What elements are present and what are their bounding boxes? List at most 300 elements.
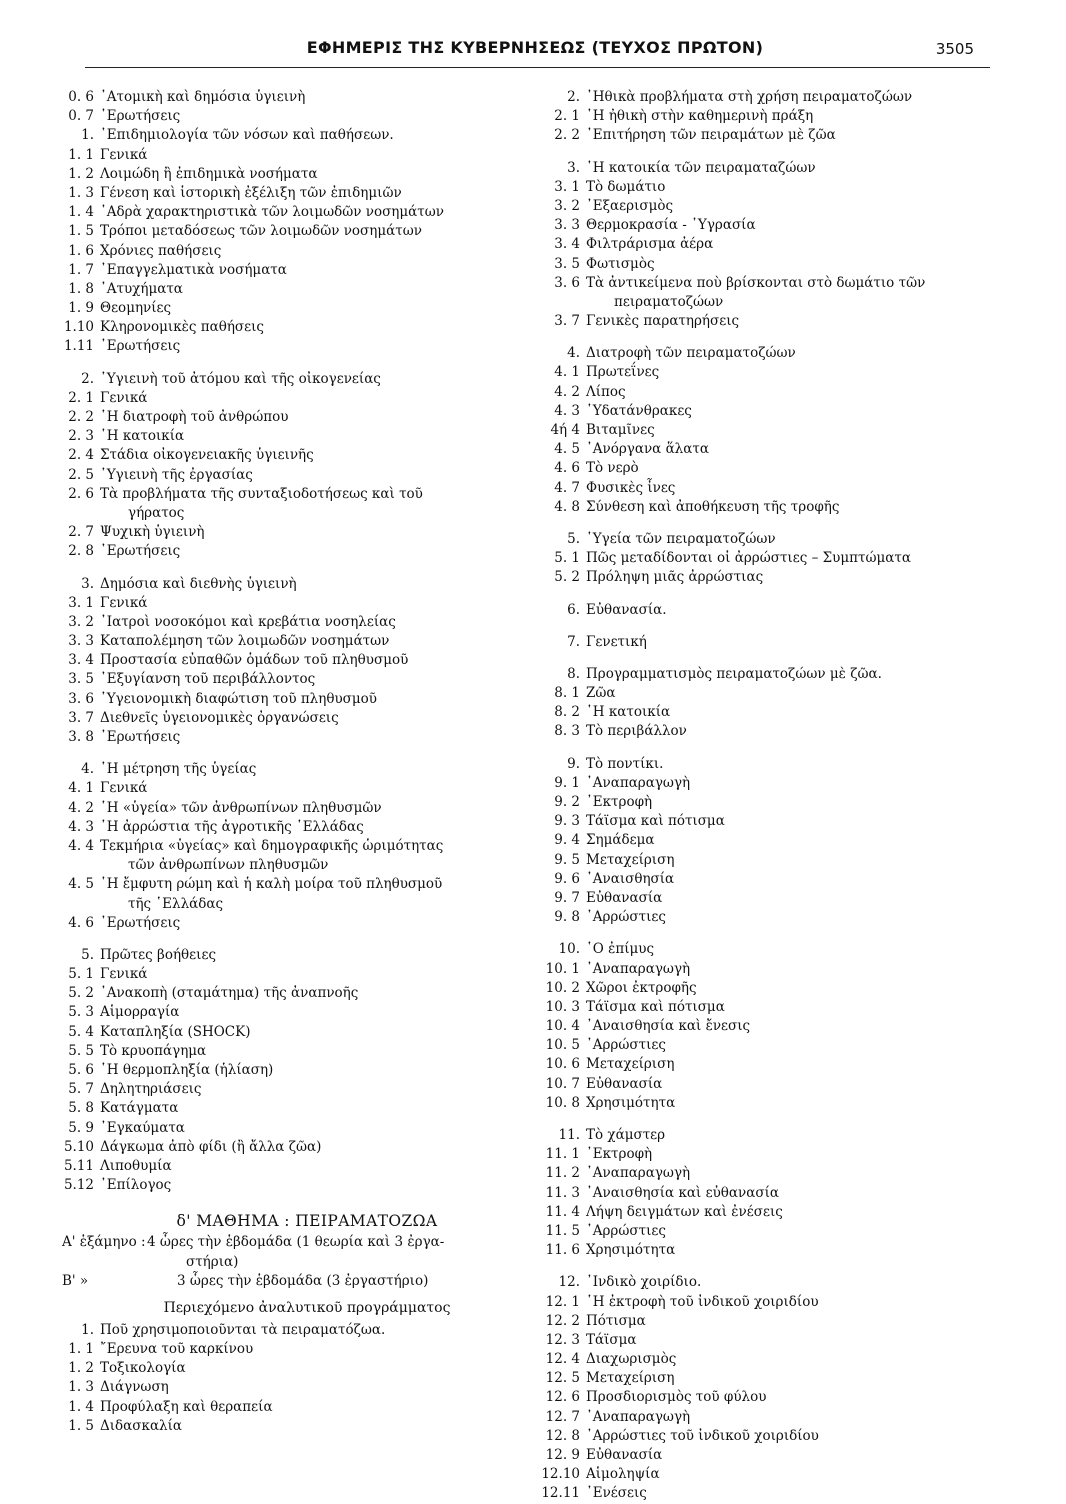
outline-item xyxy=(540,88,990,107)
outline-item-text: ᾿Επαγγελματικὰ νοσήματα xyxy=(100,261,287,278)
outline-item-text: Ψυχικὴ ὑγιεινὴ xyxy=(100,524,205,541)
outline-item xyxy=(62,318,552,337)
outline-item xyxy=(540,908,990,927)
outline-item-number: 3. 6 xyxy=(68,690,94,707)
outline-item-number: 9. 4 xyxy=(554,832,580,849)
outline-item-number: 10. 1 xyxy=(545,960,580,977)
outline-item-number: 1. 8 xyxy=(68,280,94,297)
outline-item-text: Διαχωρισμὸς xyxy=(586,1351,677,1368)
outline-item xyxy=(540,216,990,235)
outline-item-number: 9. 5 xyxy=(554,851,580,868)
outline-item-number: 1. 3 xyxy=(68,1379,94,1396)
outline-item-text: Τρόποι μεταδόσεως τῶν λοιμωδῶν νοσημάτων xyxy=(100,223,422,240)
outline-item-number: 5. 1 xyxy=(554,550,580,567)
outline-item-text: ᾿Ερωτήσεις xyxy=(100,914,181,931)
outline-item xyxy=(62,632,552,651)
outline-item xyxy=(540,197,990,216)
outline-item xyxy=(540,383,990,402)
outline-item-text: ᾿Επιτήρηση τῶν πειραμάτων μὲ ζῶα xyxy=(586,127,836,144)
outline-item-text: ᾿Ενέσεις xyxy=(586,1485,647,1502)
outline-item-number: 10. 8 xyxy=(545,1094,580,1111)
program-title: Περιεχόμενο ἀναλυτικοῦ προγράμματος xyxy=(163,1299,451,1316)
outline-item-text: Στάδια οἰκογενειακῆς ὑγιεινῆς xyxy=(100,447,314,464)
outline-item-number: 10. 3 xyxy=(545,998,580,1015)
outline-item-text: Αἱμορραγία xyxy=(100,1004,180,1021)
outline-item-number: 4. 4 xyxy=(68,837,94,854)
outline-item xyxy=(540,1293,990,1312)
outline-item-number: 2. 7 xyxy=(68,524,94,541)
outline-item-text: ῾Η ἔμφυτη ρώμη καὶ ἡ καλὴ μοίρα τοῦ πληθυσμοῦ xyxy=(100,876,443,893)
outline-item xyxy=(62,88,552,107)
outline-item xyxy=(540,940,990,959)
outline-item-number: 2. xyxy=(81,370,94,387)
outline-item-text: Βιταμῖνες xyxy=(586,422,655,438)
outline-item-number: 8. 2 xyxy=(554,704,580,721)
outline-item xyxy=(540,851,990,870)
outline-item-text: Τοξικολογία xyxy=(100,1360,186,1377)
outline-item-number: 12. 8 xyxy=(545,1427,580,1444)
outline-item xyxy=(62,146,552,165)
outline-item xyxy=(540,1465,990,1484)
outline-item-text: Αἱμοληψία xyxy=(586,1466,660,1483)
outline-item-text: ῾Υγιεινὴ τοῦ ἀτόμου καὶ τῆς οἰκογενείας xyxy=(100,370,381,387)
outline-item-text: Μεταχείριση xyxy=(586,851,675,868)
outline-item-text: ᾿Εκτροφὴ xyxy=(586,1146,653,1163)
outline-item-number: 4. 8 xyxy=(554,498,580,515)
outline-item xyxy=(540,979,990,998)
outline-item-number: 3. 6 xyxy=(554,274,580,291)
outline-item-text: Λήψη δειγμάτων καὶ ἐνέσεις xyxy=(586,1203,783,1220)
outline-item-number: 4. xyxy=(81,761,94,778)
outline-item-text: Ζῶα xyxy=(586,685,616,702)
outline-item-text: Γενικά xyxy=(100,146,148,163)
outline-item-text: Τὸ ποντίκι. xyxy=(586,755,664,772)
outline-item-number: 5. 5 xyxy=(68,1042,94,1059)
outline-item-number: 2. 8 xyxy=(68,543,94,560)
outline-item-number: 12. 3 xyxy=(545,1331,580,1348)
outline-item-number: 1. 5 xyxy=(68,223,94,240)
outline-item xyxy=(540,1388,990,1407)
outline-item-number: 12. 1 xyxy=(545,1293,580,1310)
outline-item xyxy=(540,1350,990,1369)
outline-item-text: Γενικά xyxy=(100,389,148,406)
outline-item xyxy=(540,831,990,850)
outline-item-number: 10. xyxy=(558,941,580,958)
outline-item-number: 3. 3 xyxy=(554,217,580,234)
lesson-title: δ' ΜΑΘΗΜΑ : ΠΕΙΡΑΜΑΤΟΖΩΑ xyxy=(176,1212,438,1231)
outline-item-number: 5. 6 xyxy=(68,1062,94,1078)
outline-item-number: 10. 4 xyxy=(545,1018,580,1035)
outline-item-text: Χρησιμότητα xyxy=(586,1242,676,1259)
outline-item-number: 1. 5 xyxy=(68,1417,94,1434)
outline-item-number: 12. 7 xyxy=(545,1408,580,1425)
outline-item-text: Χρόνιες παθήσεις xyxy=(100,242,222,259)
outline-item xyxy=(62,408,552,427)
outline-item-text: ᾿Αναπαραγωγὴ xyxy=(586,1408,691,1425)
outline-item-number: 3. xyxy=(567,159,580,176)
outline-item-number: 3. 7 xyxy=(68,709,94,726)
outline-item-number: 5. 2 xyxy=(68,985,94,1002)
outline-item-number: 5.11 xyxy=(63,1157,94,1174)
outline-item-number: 1. 6 xyxy=(68,242,94,259)
outline-item-text: Διδασκαλία xyxy=(100,1417,183,1434)
outline-item xyxy=(62,914,552,933)
outline-item xyxy=(62,446,552,465)
outline-item xyxy=(540,459,990,478)
outline-item-number: 9. 3 xyxy=(554,813,580,830)
outline-item xyxy=(62,1023,552,1042)
outline-item-text: Πρωτεΐνες xyxy=(586,364,660,381)
outline-item-text: Σύνθεση καὶ ἀποθήκευση τῆς τροφῆς xyxy=(586,498,840,515)
outline-item-number: 5. 1 xyxy=(68,966,94,983)
outline-item-text: Μεταχείριση xyxy=(586,1370,675,1387)
outline-item-number: 1. 4 xyxy=(68,204,94,221)
outline-item-text: Τὰ ἀντικείμενα ποὺ βρίσκονται στὸ δωμάτιο τῶν xyxy=(586,274,926,291)
outline-item xyxy=(62,1176,552,1195)
outline-item-number: 11. 5 xyxy=(545,1222,580,1239)
outline-item-number: 1.11 xyxy=(63,338,94,355)
outline-item-number: 12. 5 xyxy=(545,1370,580,1387)
outline-item-text: ᾿Ηθικὰ προβλήματα στὴ χρήση πειραματοζώων xyxy=(586,89,913,105)
schedule-b-label: Β' » xyxy=(62,1272,89,1289)
outline-item-text: ᾿Αρρώστιες xyxy=(586,1222,666,1239)
outline-item-text: Γενικά xyxy=(100,594,148,611)
outline-item xyxy=(540,1427,990,1446)
outline-item-continuation xyxy=(62,856,552,875)
outline-item-number: 1.10 xyxy=(63,319,94,336)
outline-item-number: 5.12 xyxy=(63,1177,94,1194)
outline-item-text: Εὐθανασία xyxy=(586,1075,663,1092)
outline-item-number: 9. 6 xyxy=(554,870,580,887)
outline-item-number: 3. 2 xyxy=(554,197,580,214)
outline-item-number: 11. 3 xyxy=(545,1184,580,1201)
outline-item-number: 11. 2 xyxy=(545,1165,580,1182)
outline-item-number: 8. 3 xyxy=(554,723,580,740)
outline-item-number: 4. xyxy=(567,345,580,362)
outline-item-number: 4. 3 xyxy=(68,818,94,835)
outline-item-text: Διατροφὴ τῶν πειραματοζώων xyxy=(586,345,796,362)
outline-item-text: Φωτισμὸς xyxy=(586,255,655,272)
outline-item-number: 4. 5 xyxy=(554,441,580,458)
schedule-a-value: 4 ὧρες τὴν ἑβδομάδα (1 θεωρία καὶ 3 ἐργα- xyxy=(147,1234,445,1251)
outline-item-number: 9. xyxy=(567,755,580,772)
outline-item xyxy=(540,549,990,568)
outline-item xyxy=(62,651,552,670)
outline-item-number: 7. xyxy=(567,633,580,650)
outline-item-number: 2. 2 xyxy=(68,409,94,425)
outline-item-number: 4. 7 xyxy=(554,479,580,496)
outline-item xyxy=(540,684,990,703)
outline-item-text: ᾿Αναισθησία καὶ εὐθανασία xyxy=(586,1184,779,1201)
outline-item-text: ῾Υγεία τῶν πειραματοζώων xyxy=(586,530,776,547)
outline-item xyxy=(540,255,990,274)
outline-item xyxy=(540,159,990,178)
outline-item-text: τῆς ῾Ελλάδας xyxy=(128,895,224,912)
outline-item xyxy=(62,203,552,222)
right-outline-list xyxy=(540,88,990,1504)
outline-item xyxy=(540,722,990,741)
outline-item xyxy=(62,818,552,837)
outline-item xyxy=(62,1003,552,1022)
outline-item xyxy=(540,1369,990,1388)
outline-item-number: 12. xyxy=(558,1274,580,1291)
outline-item-text: Καταπολέμηση τῶν λοιμωδῶν νοσημάτων xyxy=(100,633,390,650)
outline-item-number: 4. 2 xyxy=(554,383,580,400)
outline-item-number: 9. 7 xyxy=(554,889,580,906)
outline-item-text: Τάϊσμα καὶ πότισμα xyxy=(586,998,725,1015)
outline-item xyxy=(540,126,990,145)
outline-item xyxy=(62,1099,552,1118)
outline-item-text: Προγραμματισμὸς πειραματοζώων μὲ ζῶα. xyxy=(586,665,882,682)
outline-item-text: Τὸ χάμστερ xyxy=(586,1127,666,1143)
outline-item xyxy=(540,1203,990,1222)
outline-item-text: Τάϊσμα xyxy=(586,1331,637,1348)
outline-item-text: Διεθνεῖς ὑγειονομικὲς ὀργανώσεις xyxy=(100,709,339,726)
outline-item-number: 1. xyxy=(81,1321,94,1338)
outline-item-text: ῾Υγειονομικὴ διαφώτιση τοῦ πληθυσμοῦ xyxy=(100,690,377,707)
outline-item-number: 4. 3 xyxy=(554,402,580,419)
lesson-outline-list xyxy=(62,1321,552,1436)
outline-item-text: ᾿Αδρὰ χαρακτηριστικὰ τῶν λοιμωδῶν νοσημάτων xyxy=(100,204,444,221)
outline-item xyxy=(62,280,552,299)
outline-item-number: 2. xyxy=(567,89,580,105)
outline-item xyxy=(62,261,552,280)
outline-item xyxy=(540,998,990,1017)
outline-item xyxy=(540,530,990,549)
outline-item xyxy=(62,613,552,632)
outline-item xyxy=(62,299,552,318)
outline-item-number: 2. 3 xyxy=(68,428,94,445)
outline-item-text: Τὸ δωμάτιο xyxy=(586,178,666,195)
schedule-b-value: 3 ὧρες τὴν ἑβδομάδα (3 ἐργαστήριο) xyxy=(177,1272,429,1289)
outline-item-text: ᾿Επίλογος xyxy=(100,1177,172,1194)
outline-item xyxy=(540,178,990,197)
outline-item-text: Γενικά xyxy=(100,966,148,983)
outline-item-text: ᾿Αναπαραγωγὴ xyxy=(586,1165,691,1182)
outline-item-number: 5. 2 xyxy=(554,569,580,586)
outline-item xyxy=(540,1126,990,1145)
outline-item-text: Λιποθυμία xyxy=(100,1157,172,1174)
outline-item xyxy=(540,755,990,774)
outline-item-number: 3. 1 xyxy=(554,178,580,195)
outline-item-number: 6. xyxy=(567,601,580,618)
outline-item-number: 5. xyxy=(567,530,580,547)
outline-item-text: Δημόσια καὶ διεθνὴς ὑγιεινὴ xyxy=(100,575,297,592)
outline-item-number: 1. 3 xyxy=(68,184,94,201)
outline-item-text: Τὸ νερὸ xyxy=(586,460,639,477)
outline-item-text: Πῶς μεταδίδονται οἱ ἀρρώστιες – Συμπτώματα xyxy=(586,550,911,567)
outline-item xyxy=(540,1312,990,1331)
outline-item-number: 12.10 xyxy=(541,1466,580,1483)
outline-item-number: 10. 7 xyxy=(545,1075,580,1092)
outline-item xyxy=(540,812,990,831)
outline-item-number: 1. 1 xyxy=(68,146,94,163)
outline-item-continuation xyxy=(540,293,990,312)
outline-item-number: 3. 4 xyxy=(68,652,94,669)
outline-item-number: 5. 3 xyxy=(68,1004,94,1021)
outline-item xyxy=(62,1157,552,1176)
outline-item-text: ᾿Ερωτήσεις xyxy=(100,729,181,745)
outline-item-text: ᾿Εξαερισμὸς xyxy=(586,197,674,214)
outline-item-text: Εὐθανασία. xyxy=(586,601,667,618)
outline-item-number: 4. 6 xyxy=(68,914,94,931)
outline-item xyxy=(540,1408,990,1427)
outline-item xyxy=(62,760,552,779)
header-rule xyxy=(85,67,990,68)
outline-item-text: Λίπος xyxy=(586,383,626,400)
outline-item-text: ῎Ερευνα τοῦ καρκίνου xyxy=(100,1341,254,1358)
outline-item-text: Χρησιμότητα xyxy=(586,1094,676,1111)
outline-item-number: 4. 6 xyxy=(554,460,580,477)
outline-item-number: 5. 7 xyxy=(68,1081,94,1098)
outline-item xyxy=(540,1094,990,1113)
outline-item-text: Διάγνωση xyxy=(100,1379,169,1396)
outline-item xyxy=(62,965,552,984)
outline-item xyxy=(62,837,552,856)
outline-item xyxy=(62,875,552,894)
outline-item xyxy=(540,107,990,126)
outline-item-text: ᾿Επιδημιολογία τῶν νόσων καὶ παθήσεων. xyxy=(100,127,394,144)
outline-item-text: ᾿Ανόργανα ἅλατα xyxy=(586,441,709,458)
outline-item-number: 9. 1 xyxy=(554,774,580,791)
outline-item-text: Προφύλαξη καὶ θεραπεία xyxy=(100,1398,273,1415)
outline-item xyxy=(540,601,990,620)
outline-item-number: 2. 1 xyxy=(554,108,580,125)
outline-item-number: 3. 5 xyxy=(68,671,94,688)
schedule-b xyxy=(62,1272,552,1291)
outline-item-number: 4ή 4 xyxy=(550,422,580,438)
outline-item-continuation xyxy=(62,504,552,523)
outline-item xyxy=(540,1017,990,1036)
outline-item-text: Ποῦ χρησιμοποιοῦνται τὰ πειραματόζωα. xyxy=(100,1321,386,1338)
right-column xyxy=(540,88,990,1504)
outline-item xyxy=(540,421,990,440)
outline-item xyxy=(62,799,552,818)
outline-item-text: ῾Η κατοικία τῶν πειραματαζώων xyxy=(586,159,816,176)
schedule-a-continuation: στήρια) xyxy=(186,1253,239,1270)
outline-item-number: 3. 2 xyxy=(68,613,94,630)
outline-item-number: 1. 1 xyxy=(68,1341,94,1358)
outline-item-text: Δηλητηριάσεις xyxy=(100,1081,202,1098)
outline-item xyxy=(540,793,990,812)
outline-item xyxy=(540,1036,990,1055)
outline-item xyxy=(540,440,990,459)
outline-item xyxy=(62,222,552,241)
outline-item xyxy=(540,960,990,979)
outline-item-text: Τεκμήρια «ὑγείας» καὶ δημογραφικῆς ὡριμότητας xyxy=(100,837,444,854)
outline-item xyxy=(62,466,552,485)
outline-item-text: ῾Η «ὑγεία» τῶν ἀνθρωπίνων πληθυσμῶν xyxy=(100,799,382,816)
outline-item-number: 2. 4 xyxy=(68,447,94,464)
outline-item-text: Πότισμα xyxy=(586,1312,646,1329)
outline-item-text: ᾿Αρρώστιες xyxy=(586,1037,666,1054)
outline-item-text: Θερμοκρασία - ῾Υγρασία xyxy=(586,217,756,234)
outline-item xyxy=(540,1331,990,1350)
outline-item-number: 5. 4 xyxy=(68,1023,94,1040)
outline-item xyxy=(62,984,552,1003)
outline-item-text: Τὸ κρυοπάγημα xyxy=(100,1042,207,1059)
outline-item-text: ῾Η ἠθικὴ στὴν καθημερινὴ πράξη xyxy=(586,108,814,125)
outline-item xyxy=(540,870,990,889)
outline-item xyxy=(540,479,990,498)
outline-item-text: Μεταχείριση xyxy=(586,1056,675,1073)
outline-item-text: ᾿Ερωτήσεις xyxy=(100,543,181,560)
outline-item-number: 5. 9 xyxy=(68,1119,94,1136)
outline-item-text: ᾿Εκτροφὴ xyxy=(586,794,653,810)
outline-item-number: 1. 4 xyxy=(68,1398,94,1415)
outline-item xyxy=(540,235,990,254)
outline-item-text: ῾Υδατάνθρακες xyxy=(586,402,692,419)
outline-item xyxy=(540,274,990,293)
outline-item-number: 12. 4 xyxy=(545,1351,580,1368)
outline-item-text: Φυσικὲς ἶνες xyxy=(586,479,676,496)
outline-item-text: Τὰ προβλήματα τῆς συνταξιοδοτήσεως καὶ τοῦ xyxy=(100,485,423,502)
outline-item-text: ῾Η κατοικία xyxy=(100,428,185,445)
outline-item-number: 4. 5 xyxy=(68,876,94,893)
outline-item-text: Πρῶτες βοήθειες xyxy=(100,946,217,963)
outline-item xyxy=(62,542,552,561)
outline-item-text: Γενικά xyxy=(100,780,148,797)
outline-item-text: ᾿Αναισθησία xyxy=(586,870,675,887)
outline-item-text: Φιλτράρισμα ἀέρα xyxy=(586,236,714,253)
outline-item-text: ῾Η ἐκτροφὴ τοῦ ἰνδικοῦ χοιριδίου xyxy=(586,1293,819,1310)
outline-item-text: Θεομηνίες xyxy=(100,300,172,317)
outline-item-text: ᾿Εγκαύματα xyxy=(100,1119,185,1136)
outline-item-text: Προστασία εὐπαθῶν ὁμάδων τοῦ πληθυσμοῦ xyxy=(100,652,409,669)
outline-item xyxy=(540,498,990,517)
outline-item xyxy=(540,1184,990,1203)
outline-item-text: ῾Ο ἐπίμυς xyxy=(586,941,655,958)
outline-item-number: 2. 2 xyxy=(554,127,580,144)
gazette-title: ΕΦΗΜΕΡΙΣ ΤΗΣ ΚΥΒΕΡΝΗΣΕΩΣ (ΤΕΥΧΟΣ ΠΡΩΤΟΝ) xyxy=(306,38,764,57)
outline-item xyxy=(540,1241,990,1260)
outline-item-number: 8. 1 xyxy=(554,685,580,702)
outline-item-text: Σημάδεμα xyxy=(586,832,655,849)
outline-item xyxy=(62,946,552,965)
outline-item xyxy=(62,242,552,261)
outline-item-text: τῶν ἀνθρωπίνων πληθυσμῶν xyxy=(128,857,329,874)
outline-item-text: ᾿Αναισθησία καὶ ἔνεσις xyxy=(586,1018,751,1035)
outline-item-number: 0. 7 xyxy=(68,108,94,125)
outline-item-text: Γενικὲς παρατηρήσεις xyxy=(586,313,740,330)
outline-item-text: ᾿Εξυγίανση τοῦ περιβάλλοντος xyxy=(100,671,316,688)
outline-item-text: ῾Η κατοικία xyxy=(586,704,671,721)
outline-item-number: 3. xyxy=(81,575,94,592)
outline-item xyxy=(62,1321,552,1340)
schedule-a-label: Α' ἑξάμηνο : xyxy=(62,1234,146,1251)
outline-item xyxy=(62,337,552,356)
outline-item-text: ᾿Αναπαραγωγὴ xyxy=(586,774,691,791)
outline-item-text: ῾Η διατροφὴ τοῦ ἀνθρώπου xyxy=(100,409,289,425)
outline-item-number: 4. 2 xyxy=(68,799,94,816)
outline-item xyxy=(540,402,990,421)
outline-item-number: 3. 5 xyxy=(554,255,580,272)
left-column xyxy=(62,88,552,1436)
outline-item xyxy=(540,1273,990,1292)
outline-item xyxy=(62,1417,552,1436)
outline-item xyxy=(540,568,990,587)
outline-item-number: 2. 5 xyxy=(68,466,94,483)
outline-item-text: Γένεση καὶ ἱστορικὴ ἐξέλιξη τῶν ἐπιδημιῶν xyxy=(100,184,402,201)
outline-item-number: 5. 8 xyxy=(68,1100,94,1117)
outline-item xyxy=(540,1075,990,1094)
outline-item-number: 5.10 xyxy=(63,1138,94,1155)
left-outline-list xyxy=(62,88,552,1195)
outline-item xyxy=(62,1359,552,1378)
outline-item xyxy=(62,1138,552,1157)
outline-item-number: 3. 3 xyxy=(68,633,94,650)
outline-item-continuation xyxy=(62,895,552,914)
